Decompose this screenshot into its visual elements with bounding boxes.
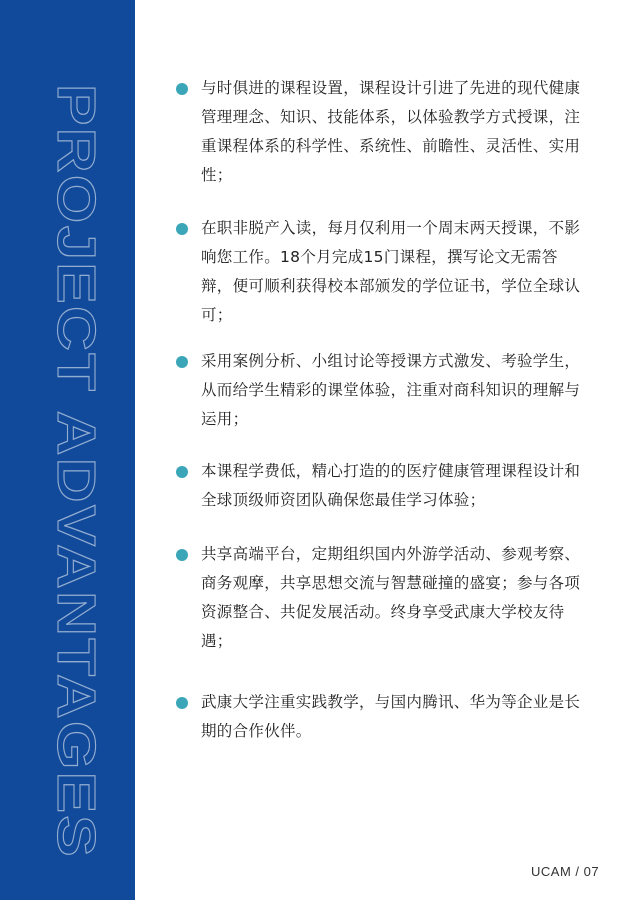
bullet-icon	[176, 356, 188, 368]
item-text: 本课程学费低，精心打造的的医疗健康管理课程设计和全球顶级师资团队确保您最佳学习体验；	[201, 462, 581, 509]
sidebar-title-text: PROJECT ADVANTAGES	[46, 84, 106, 759]
bullet-icon	[176, 83, 188, 95]
item-text: 在职非脱产入读，每月仅利用一个周末两天授课，不影响您工作。18个月完成15门课程，撰写论文无需答辩，便可顺利获得校本部颁发的学位证书，学位全球认可；	[201, 219, 581, 324]
page-number: UCAM / 07	[531, 864, 600, 879]
item-text: 武康大学注重实践教学，与国内腾讯、华为等企业是长期的合作伙伴。	[201, 693, 581, 740]
bullet-icon	[176, 549, 188, 561]
bullet-icon	[176, 697, 188, 709]
item-text: 与时俱进的课程设置，课程设计引进了先进的现代健康管理理念、知识、技能体系，以体验教学方式授课，注重课程体系的科学性、系统性、前瞻性、灵活性、实用性；	[201, 79, 581, 184]
sidebar-title	[46, 84, 110, 864]
bullet-icon	[176, 466, 188, 478]
bullet-icon	[176, 223, 188, 235]
sidebar-panel	[0, 0, 135, 900]
item-text: 共享高端平台，定期组织国内外游学活动、参观考察、商务观摩，共享思想交流与智慧碰撞的盛宴；参与各项资源整合、共促发展活动。终身享受武康大学校友待遇；	[201, 545, 581, 650]
item-text: 采用案例分析、小组讨论等授课方式激发、考验学生，从而给学生精彩的课堂体验，注重对商科知识的理解与运用；	[201, 352, 581, 428]
